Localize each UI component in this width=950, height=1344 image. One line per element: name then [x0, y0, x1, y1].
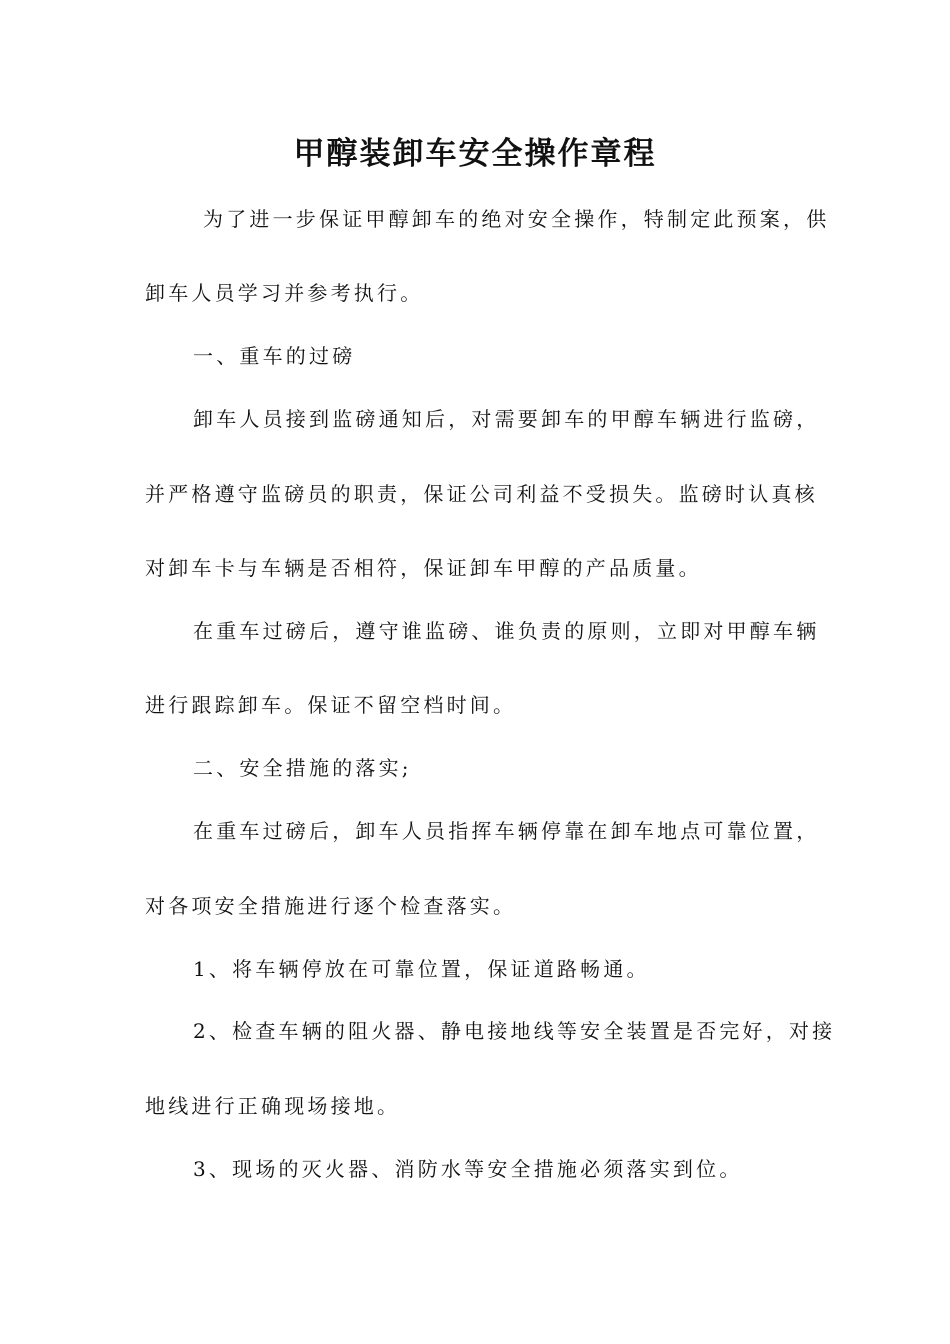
paragraph-line: 对卸车卡与车辆是否相符，保证卸车甲醇的产品质量。: [145, 556, 702, 580]
list-item: 1、将车辆停放在可靠位置，保证道路畅通。: [193, 957, 650, 981]
paragraph-line: 地线进行正确现场接地。: [145, 1094, 401, 1118]
paragraph-line: 并严格遵守监磅员的职责，保证公司利益不受损失。监磅时认真核: [145, 482, 818, 506]
paragraph-line: 卸车人员接到监磅通知后，对需要卸车的甲醇车辆进行监磅，: [193, 407, 820, 431]
paragraph-line: 在重车过磅后，遵守谁监磅、谁负责的原则，立即对甲醇车辆: [193, 619, 820, 643]
paragraph-line: 在重车过磅后，卸车人员指挥车辆停靠在卸车地点可靠位置，: [193, 819, 820, 843]
list-item: 3、现场的灭火器、消防水等安全措施必须落实到位。: [193, 1157, 743, 1181]
document-title: 甲醇装卸车安全操作章程: [293, 136, 657, 172]
paragraph-line: 为了进一步保证甲醇卸车的绝对安全操作，特制定此预案，供: [203, 207, 830, 231]
paragraph-line: 对各项安全措施进行逐个检查落实。: [145, 894, 517, 918]
section-heading: 一、重车的过磅: [193, 344, 356, 368]
section-heading: 二、安全措施的落实;: [193, 756, 412, 780]
paragraph-line: 进行跟踪卸车。保证不留空档时间。: [145, 693, 517, 717]
paragraph-line: 卸车人员学习并参考执行。: [145, 281, 424, 305]
list-item: 2、检查车辆的阻火器、静电接地线等安全装置是否完好，对接: [193, 1019, 836, 1043]
